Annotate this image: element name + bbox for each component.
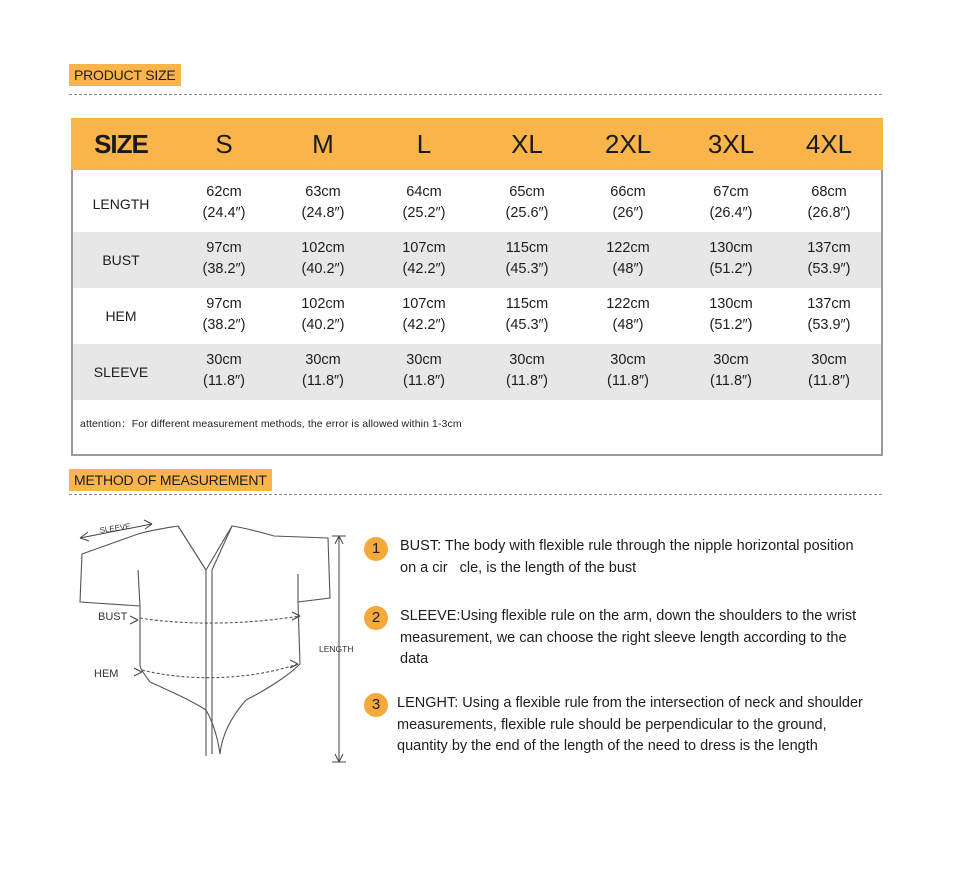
cell-cm-value: 97cm [206,296,242,312]
label-length: LENGTH [319,644,354,654]
step-3-line-3: quantity by the end of the length of the need to dress is the length [397,738,818,754]
cell-hem-l [402,294,446,336]
cell-cm-value: 30cm [406,352,442,368]
cell-cm-value: 30cm [713,352,749,368]
row-bust [73,232,881,288]
step-3-text [397,693,863,758]
cell-length-4xl [807,182,850,224]
cell-bust-4xl [807,238,851,280]
attention-note: attention：For different measurement methods, the error is allowed within 1-3cm [80,418,462,430]
cell-hem-m [301,294,345,336]
cell-cm-value: 102cm [301,240,345,256]
cell-inch-value: (11.8″) [302,373,344,389]
step-2-line-1: SLEEVE:Using flexible rule on the arm, down the shoulders to the wrist [400,608,857,624]
cell-cm-value: 122cm [606,296,650,312]
cell-cm-value: 137cm [807,240,851,256]
cell-inch-value: (26″) [612,205,644,221]
cell-length-xl [505,182,548,224]
cell-length-s [202,182,245,224]
cell-hem-2xl [606,294,650,336]
cell-inch-value: (48″) [612,261,644,277]
cell-sleeve-s [203,350,245,392]
cell-cm-value: 115cm [505,296,549,312]
cell-cm-value: 107cm [402,240,446,256]
cell-cm-value: 30cm [305,352,341,368]
garment-diagram [60,510,380,780]
cell-bust-s [202,238,245,280]
cell-cm-value: 30cm [811,352,847,368]
cell-inch-value: (26.4″) [709,205,753,221]
cell-inch-value: (11.8″) [710,373,752,389]
header-xl: XL [511,129,543,159]
header-size: SIZE [94,129,148,159]
cell-cm-value: 66cm [610,184,646,200]
step-2-line-3: data [400,651,429,667]
step-3-line-1: LENGHT: Using a flexible rule from the intersection of neck and shoulder [397,695,863,711]
cell-inch-value: (51.2″) [709,261,753,277]
cell-sleeve-l [403,350,445,392]
row-label-hem: HEM [105,308,137,324]
cell-inch-value: (24.8″) [301,205,345,221]
step-1-line-1: BUST: The body with flexible rule through the nipple horizontal position [400,538,854,554]
cell-cm-value: 67cm [713,184,749,200]
cell-cm-value: 130cm [709,240,753,256]
cell-inch-value: (11.8″) [607,373,649,389]
cell-inch-value: (38.2″) [202,261,246,277]
cell-inch-value: (11.8″) [506,373,548,389]
cell-inch-value: (11.8″) [808,373,850,389]
row-length [73,176,881,232]
cell-sleeve-2xl [607,350,649,392]
cell-cm-value: 30cm [509,352,545,368]
cell-cm-value: 62cm [206,184,242,200]
cell-hem-s [202,294,245,336]
cell-cm-value: 97cm [206,240,242,256]
step-3-line-2: measurements, flexible rule should be perpendicular to the ground, [397,716,827,733]
cell-cm-value: 30cm [206,352,242,368]
header-l: L [416,129,432,159]
cell-inch-value: (11.8″) [203,373,245,389]
step-1-text [400,536,854,579]
garment-outline [80,526,330,754]
cell-bust-m [301,238,345,280]
cell-sleeve-4xl [808,350,850,392]
cell-cm-value: 107cm [402,296,446,312]
row-label-bust: BUST [102,252,140,268]
method-heading: METHOD OF MEASUREMENT [69,469,272,491]
product-size-heading: PRODUCT SIZE [69,64,181,86]
divider-method [69,494,882,495]
row-sleeve [73,344,881,400]
size-table [71,118,883,456]
cell-cm-value: 102cm [301,296,345,312]
cell-inch-value: (40.2″) [301,261,345,277]
cell-inch-value: (24.4″) [202,205,246,221]
cell-inch-value: (42.2″) [402,317,446,333]
cell-inch-value: (45.3″) [505,317,549,333]
cell-inch-value: (40.2″) [301,317,345,333]
cell-cm-value: 63cm [305,184,341,200]
cell-cm-value: 122cm [606,240,650,256]
cell-cm-value: 115cm [505,240,549,256]
step-2-text [400,606,856,671]
cell-cm-value: 30cm [610,352,646,368]
label-bust: BUST [98,611,128,623]
header-3xl: 3XL [707,129,755,159]
cell-sleeve-xl [506,350,548,392]
row-hem [73,288,881,344]
row-label-length: LENGTH [92,196,150,212]
cell-hem-xl [505,294,548,336]
cell-cm-value: 137cm [807,296,851,312]
step-3-number: 3 [364,693,388,717]
cell-inch-value: (25.2″) [402,205,446,221]
cell-sleeve-m [302,350,344,392]
cell-inch-value: (48″) [612,317,644,333]
header-4xl: 4XL [805,129,853,159]
cell-bust-xl [505,238,548,280]
cell-cm-value: 65cm [509,184,545,200]
cell-cm-value: 130cm [709,296,753,312]
divider-top [69,94,882,95]
cell-cm-value: 64cm [406,184,442,200]
cell-sleeve-3xl [710,350,752,392]
cell-bust-2xl [606,238,650,280]
cell-inch-value: (25.6″) [505,205,549,221]
cell-hem-3xl [709,294,753,336]
header-s: S [215,129,233,159]
cell-inch-value: (38.2″) [202,317,246,333]
cell-inch-value: (26.8″) [807,205,851,221]
row-label-sleeve: SLEEVE [93,364,149,380]
step-1-line-2: on a cir cle, is the length of the bust [400,559,637,576]
step-1-number: 1 [364,537,388,561]
label-hem: HEM [94,668,119,680]
cell-inch-value: (51.2″) [709,317,753,333]
cell-inch-value: (11.8″) [403,373,445,389]
cell-inch-value: (42.2″) [402,261,446,277]
cell-inch-value: (53.9″) [807,261,851,277]
cell-inch-value: (45.3″) [505,261,549,277]
cell-length-m [301,182,344,224]
step-2-line-2: measurement, we can choose the right sleeve length according to the [400,629,847,646]
label-sleeve: SLEEVE [99,521,132,535]
header-2xl: 2XL [604,129,652,159]
cell-cm-value: 68cm [811,184,847,200]
cell-length-l [402,182,445,224]
size-table-header [71,118,883,170]
cell-inch-value: (53.9″) [807,317,851,333]
header-m: M [312,129,334,159]
cell-bust-l [402,238,446,280]
cell-length-3xl [709,182,752,224]
cell-length-2xl [610,182,645,224]
step-2-number: 2 [364,606,388,630]
cell-hem-4xl [807,294,851,336]
cell-bust-3xl [709,238,753,280]
